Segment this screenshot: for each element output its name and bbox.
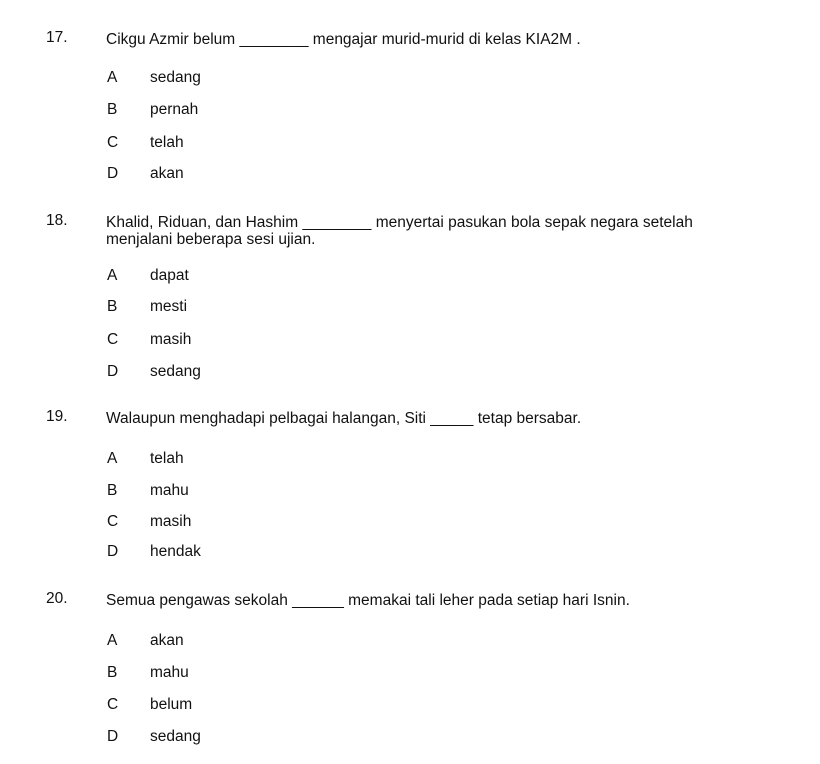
option-letter: C <box>107 134 119 151</box>
option-20-c[interactable] <box>0 696 400 716</box>
option-text: dapat <box>150 267 189 284</box>
option-letter: B <box>107 101 118 118</box>
option-text: telah <box>150 450 184 467</box>
option-text: belum <box>150 696 193 713</box>
option-17-a[interactable] <box>0 69 400 89</box>
option-letter: A <box>107 632 118 649</box>
option-17-b[interactable] <box>0 101 400 121</box>
option-18-b[interactable] <box>0 298 400 318</box>
option-text: mesti <box>150 298 188 315</box>
option-letter: D <box>107 543 119 560</box>
option-letter: A <box>107 267 118 284</box>
question-text: Khalid, Riduan, dan Hashim ________ menyertai pasukan bola sepak negara setelah menjalani beberapa sesi ujian. <box>106 214 693 248</box>
option-20-d[interactable] <box>0 728 400 748</box>
option-letter: D <box>107 363 119 380</box>
option-19-b[interactable] <box>0 482 400 502</box>
option-text: masih <box>150 513 192 530</box>
option-letter: A <box>107 69 118 86</box>
option-17-d[interactable] <box>0 165 400 185</box>
option-text: sedang <box>150 69 201 86</box>
option-text: akan <box>150 632 184 649</box>
question-number: 18. <box>46 212 68 229</box>
option-letter: C <box>107 696 119 713</box>
option-18-a[interactable] <box>0 267 400 287</box>
option-text: akan <box>150 165 184 182</box>
option-text: sedang <box>150 728 201 745</box>
option-letter: B <box>107 664 118 681</box>
option-letter: B <box>107 298 118 315</box>
option-text: mahu <box>150 664 189 681</box>
option-text: telah <box>150 134 184 151</box>
question-text: Cikgu Azmir belum ________ mengajar murid-murid di kelas KIA2M . <box>106 31 581 48</box>
question-number: 17. <box>46 29 68 46</box>
question-number: 20. <box>46 590 68 607</box>
question-number: 19. <box>46 408 68 425</box>
option-18-c[interactable] <box>0 331 400 351</box>
option-text: masih <box>150 331 192 348</box>
option-text: hendak <box>150 543 201 560</box>
option-letter: B <box>107 482 118 499</box>
option-19-c[interactable] <box>0 513 400 533</box>
option-18-d[interactable] <box>0 363 400 383</box>
question-text: Semua pengawas sekolah ______ memakai tali leher pada setiap hari Isnin. <box>106 592 630 609</box>
option-letter: A <box>107 450 118 467</box>
option-17-c[interactable] <box>0 134 400 154</box>
question-text: Walaupun menghadapi pelbagai halangan, Siti _____ tetap bersabar. <box>106 410 582 427</box>
option-letter: D <box>107 728 119 745</box>
option-text: pernah <box>150 101 199 118</box>
option-letter: C <box>107 331 119 348</box>
option-20-b[interactable] <box>0 664 400 684</box>
option-text: sedang <box>150 363 201 380</box>
option-19-d[interactable] <box>0 543 400 563</box>
option-letter: C <box>107 513 119 530</box>
option-19-a[interactable] <box>0 450 400 470</box>
option-text: mahu <box>150 482 189 499</box>
option-20-a[interactable] <box>0 632 400 652</box>
option-letter: D <box>107 165 119 182</box>
